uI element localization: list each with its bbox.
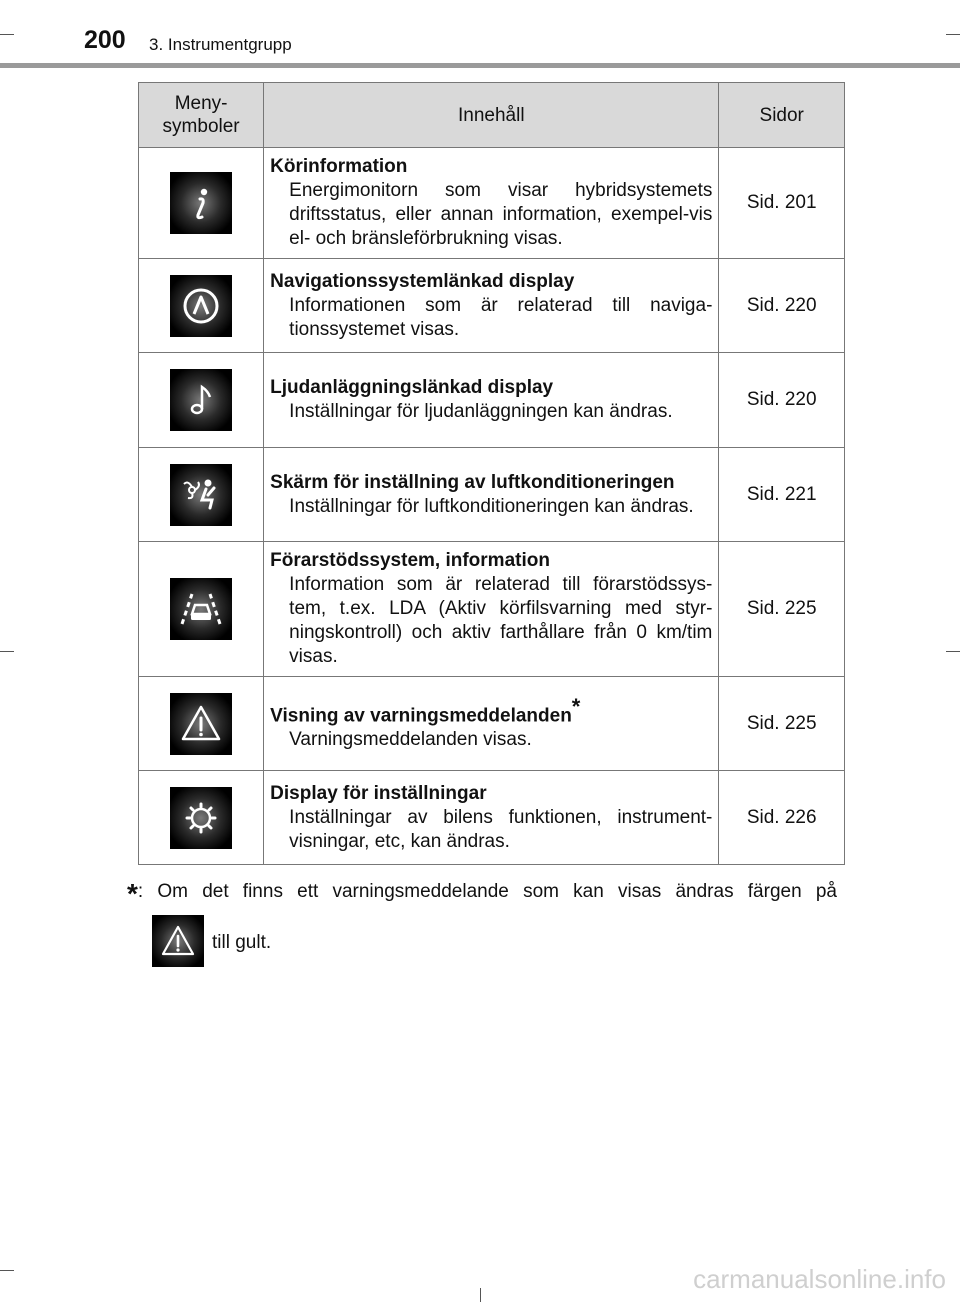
table-row	[139, 677, 845, 771]
footnote-mark: *	[127, 878, 138, 909]
content-cell	[264, 259, 719, 353]
page-reference: Sid. 225	[719, 677, 845, 771]
content-cell	[264, 148, 719, 259]
page-number: 200	[84, 26, 126, 54]
content-cell	[264, 448, 719, 542]
watermark: carmanualsonline.info	[693, 1264, 946, 1294]
navigation-icon	[170, 275, 232, 337]
page-reference: Sid. 221	[719, 448, 845, 542]
page-reference: Sid. 201	[719, 148, 845, 259]
content-cell	[264, 677, 719, 771]
table-row	[139, 542, 845, 677]
icon-cell	[139, 542, 264, 677]
item-description: Informationen som är relaterad till naviga-tionssystemet visas.	[289, 294, 713, 340]
icon-cell	[139, 259, 264, 353]
warning-icon	[170, 693, 232, 755]
table-row	[139, 771, 845, 865]
menu-table	[138, 82, 845, 865]
info-icon	[170, 172, 232, 234]
header-rule	[0, 63, 960, 68]
item-description: Energimonitorn som visar hybridsystemets driftsstatus, eller annan information, exempel-vis el- och bränsleförbrukning visas.	[289, 180, 713, 249]
column-header-pages: Sidor	[719, 83, 845, 148]
footnote-line	[127, 878, 837, 910]
item-title: Körinformation	[270, 156, 408, 177]
item-title: Skärm för inställning av luftkonditioneringen	[270, 471, 675, 493]
table-row	[139, 353, 845, 448]
item-title: Navigationssystemlänkad display	[270, 270, 575, 292]
icon-cell	[139, 448, 264, 542]
footnote	[127, 878, 837, 910]
item-description: Inställningar av bilens funktionen, instrument-visningar, etc, kan ändras.	[289, 806, 713, 852]
page-reference: Sid. 220	[719, 259, 845, 353]
music-note-icon	[170, 369, 232, 431]
footnote-text: : Om det finns ett varningsmeddelande som kan visas ändras färgen på	[137, 881, 837, 902]
crop-mark	[0, 34, 14, 35]
table-row	[139, 259, 845, 353]
item-title-text: Visning av varningsmeddelanden	[270, 705, 572, 727]
crop-mark	[0, 1270, 14, 1271]
icon-cell	[139, 771, 264, 865]
column-header-symbols: Meny- symboler	[139, 83, 264, 148]
settings-gear-icon	[170, 787, 232, 849]
crop-mark	[480, 1288, 481, 1302]
icon-cell	[139, 148, 264, 259]
footnote-mark: *	[571, 693, 581, 719]
table-row	[139, 148, 845, 259]
icon-cell	[139, 677, 264, 771]
section-title: 3. Instrumentgrupp	[149, 35, 292, 54]
page-reference: Sid. 225	[719, 542, 845, 677]
item-title: Display för inställningar	[270, 782, 487, 804]
page-reference: Sid. 220	[719, 353, 845, 448]
item-title: Förarstödssystem, information	[270, 550, 550, 571]
page-reference: Sid. 226	[719, 771, 845, 865]
air-conditioning-icon	[170, 464, 232, 526]
table-header-row	[139, 83, 845, 148]
item-description: Inställningar för ljudanläggningen kan ändras.	[289, 401, 673, 422]
driver-assist-icon	[170, 578, 232, 640]
item-title: Ljudanläggningslänkad display	[270, 377, 554, 398]
item-description: Inställningar för luftkonditioneringen kan ändras.	[289, 495, 694, 517]
content-cell	[264, 542, 719, 677]
content-cell	[264, 771, 719, 865]
crop-mark	[0, 651, 14, 652]
icon-cell	[139, 353, 264, 448]
item-title	[270, 695, 712, 728]
item-description: Information som är relaterad till förarstödssys-tem, t.ex. LDA (Aktiv körfilsvarning med styr-ningskontroll) och aktiv farthållare från 0 km/tim visas.	[289, 574, 713, 667]
column-header-content: Innehåll	[264, 83, 719, 148]
item-description: Varningsmeddelanden visas.	[289, 729, 532, 751]
crop-mark	[946, 651, 960, 652]
crop-mark	[946, 34, 960, 35]
footnote-text-continued: till gult.	[212, 932, 272, 953]
warning-icon	[152, 915, 204, 967]
table-row	[139, 448, 845, 542]
content-cell	[264, 353, 719, 448]
